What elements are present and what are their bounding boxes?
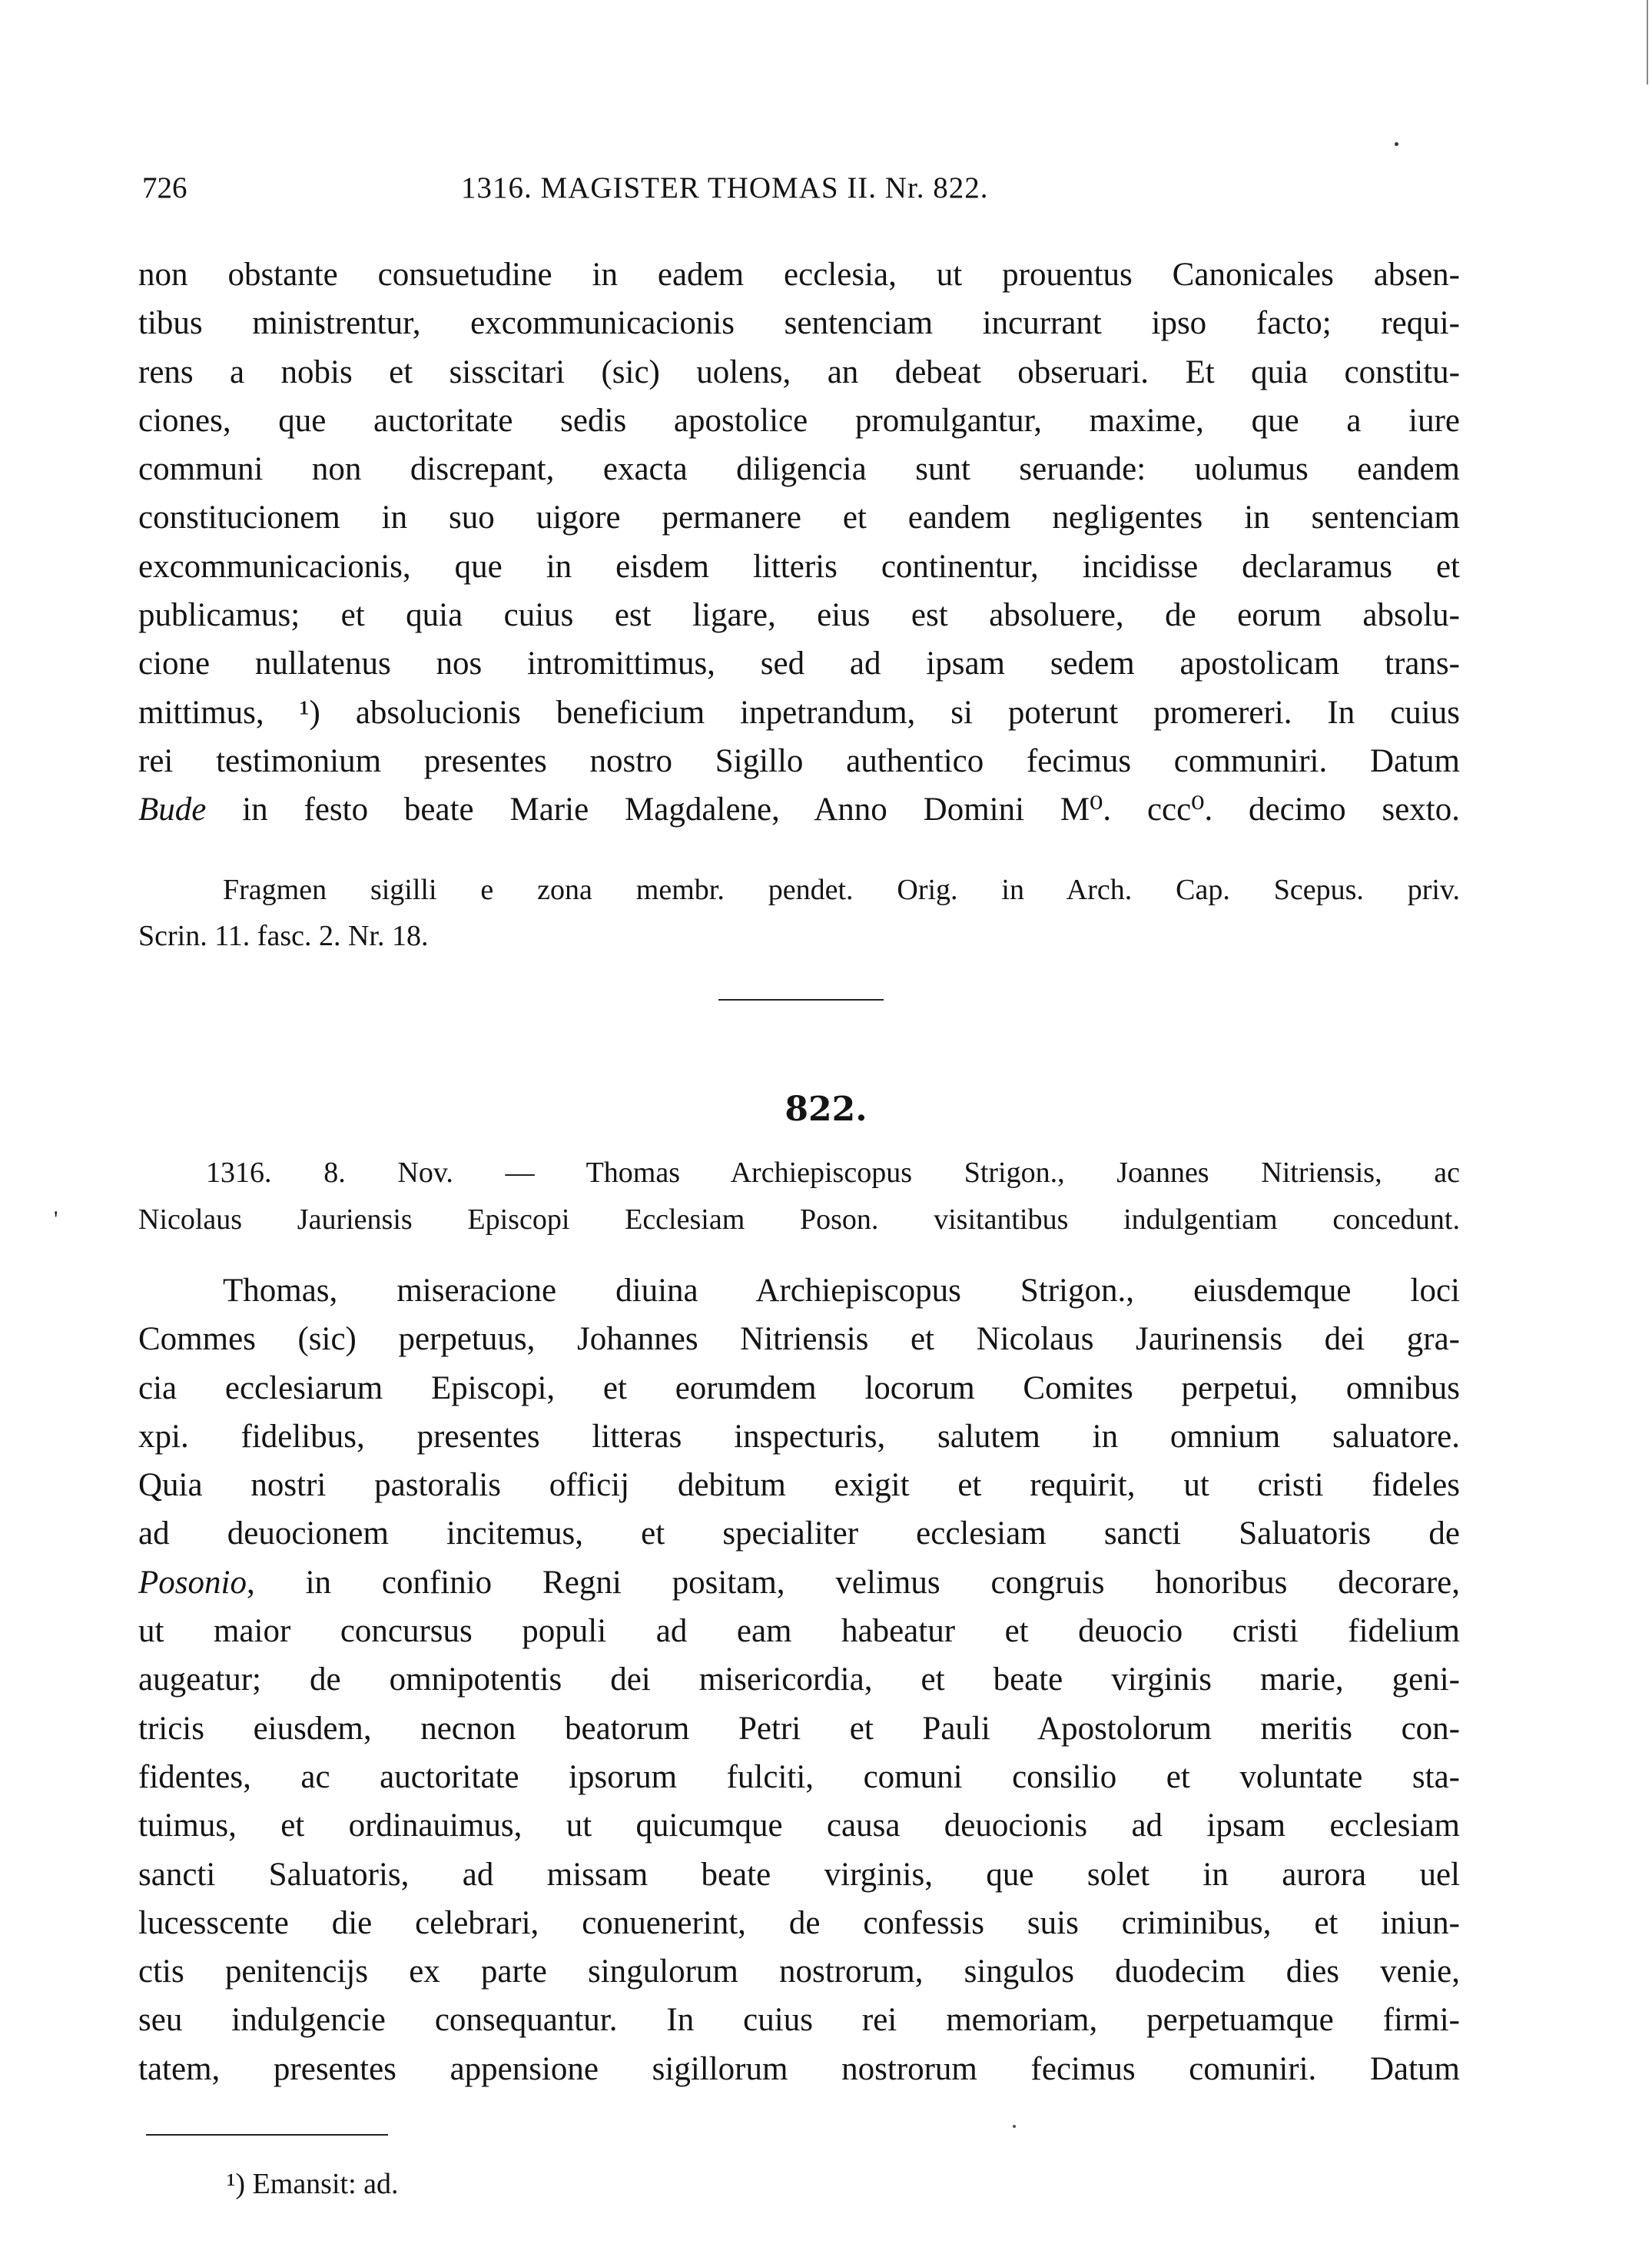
footnote: ¹) Emansit: ad.: [227, 2168, 399, 2200]
text-line: communi non discrepant, exacta diligencia sunt seruande: uolumus eandem: [138, 451, 1460, 488]
text-line: constitucionem in suo uigore permanere et eandem negligentes in sentenciam: [138, 500, 1460, 536]
document-number: 822.: [785, 1090, 867, 1129]
page-header: [142, 171, 1464, 217]
text-line: Quia nostri pastoralis officij debitum exigit et requirit, ut cristi fideles: [138, 1467, 1460, 1504]
footnote-divider: [146, 2134, 388, 2136]
text-line: tatem, presentes appensione sigillorum nostrorum fecimus comuniri. Datum: [138, 2050, 1460, 2087]
text-line: cia ecclesiarum Episcopi, et eorumdem locorum Comites perpetui, omnibus: [138, 1369, 1460, 1406]
text-line: sancti Saluatoris, ad missam beate virginis, que solet in aurora uel: [138, 1856, 1460, 1893]
text-line: rens a nobis et sisscitari (sic) uolens, an debeat obseruari. Et quia constitu-: [138, 353, 1460, 390]
text-line: non obstante consuetudine in eadem ecclesia, ut prouentus Canonicales absen-: [138, 257, 1460, 293]
section-divider: [718, 999, 884, 1001]
text-line: augeatur; de omnipotentis dei misericordia, et beate virginis marie, geni-: [138, 1661, 1460, 1698]
text-line: xpi. fidelibus, presentes litteras inspecturis, salutem in omnium saluatore.: [138, 1418, 1460, 1455]
text-line: seu indulgencie consequantur. In cuius rei memoriam, perpetuamque firmi-: [138, 2002, 1460, 2039]
previous-document-text: [138, 251, 1460, 835]
text-line: fidentes, ac auctoritate ipsorum fulciti, comuni consilio et voluntate sta-: [138, 1758, 1460, 1795]
source-note: [138, 867, 1460, 959]
text-line: publicamus; et quia cuius est ligare, eius est absoluere, de eorum absolu-: [138, 597, 1460, 634]
regest: [138, 1150, 1460, 1243]
document-body: [138, 1266, 1460, 2093]
text-line: cione nullatenus nos intromittimus, sed ad ipsam sedem apostolicam trans-: [138, 646, 1460, 682]
text-line: Commes (sic) perpetuus, Johannes Nitriensis et Nicolaus Jaurinensis dei gra-: [138, 1321, 1460, 1358]
text-line: rei testimonium presentes nostro Sigillo authentico fecimus communiri. Datum: [138, 742, 1460, 779]
text-line: tibus ministrentur, excommunicacionis sentenciam incurrant ipso facto; requi-: [138, 305, 1460, 342]
text-fragment: , in confinio Regni positam, velimus congruis honoribus decorare,: [246, 1564, 1460, 1601]
scan-speck: [1395, 142, 1398, 146]
text-line: lucesscente die celebrari, conuenerint, de confessis suis criminibus, et iniun-: [138, 1904, 1460, 1941]
text-line: Thomas, miseracione diuina Archiepiscopus Strigon., eiusdemque loci: [223, 1273, 1460, 1309]
text-line: tricis eiusdem, necnon beatorum Petri et Pauli Apostolorum meritis con-: [138, 1710, 1460, 1747]
page-number: 726: [142, 171, 187, 204]
place-name: Bude: [138, 792, 207, 828]
text-line: ctis penitencijs ex parte singulorum nostrorum, singulos duodecim dies venie,: [138, 1953, 1460, 1990]
text-line: excommunicacionis, que in eisdem litteris continentur, incidisse declaramus et: [138, 548, 1460, 585]
place-name: Posonio: [138, 1564, 247, 1601]
text-line: ut maior concursus populi ad eam habeatur et deuocio cristi fidelium: [138, 1613, 1460, 1650]
source-note-line: Fragmen sigilli e zona membr. pendet. Orig. in Arch. Cap. Scepus. priv.: [223, 874, 1460, 906]
running-title: 1316. MAGISTER THOMAS II. Nr. 822.: [461, 171, 989, 204]
text-line: tuimus, et ordinauimus, ut quicumque causa deuocionis ad ipsam ecclesiam: [138, 1807, 1460, 1844]
text-line: ad deuocionem incitemus, et specialiter ecclesiam sancti Saluatoris de: [138, 1515, 1460, 1552]
text-line: mittimus, ¹) absolucionis beneficium inpetrandum, si poterunt promereri. In cuius: [138, 694, 1460, 731]
dating-clause: in festo beate Marie Magdalene, Anno Domini M⁰. ccc⁰. decimo sexto.: [206, 792, 1460, 828]
text-line: ciones, que auctoritate sedis apostolice promulgantur, maxime, que a iure: [138, 402, 1460, 439]
scan-edge: [1647, 0, 1648, 85]
text-line-dating: [138, 785, 1460, 834]
source-note-line: Scrin. 11. fasc. 2. Nr. 18.: [138, 920, 429, 952]
scan-speck: [1013, 2125, 1016, 2128]
regest-line: 1316. 8. Nov. — Thomas Archiepiscopus Strigon., Joannes Nitriensis, ac: [206, 1157, 1460, 1189]
margin-mark: ': [54, 1207, 58, 1232]
text-line-poson: [138, 1558, 1460, 1607]
regest-line: Nicolaus Jauriensis Episcopi Ecclesiam Poson. visitantibus indulgentiam concedunt.: [138, 1203, 1460, 1236]
